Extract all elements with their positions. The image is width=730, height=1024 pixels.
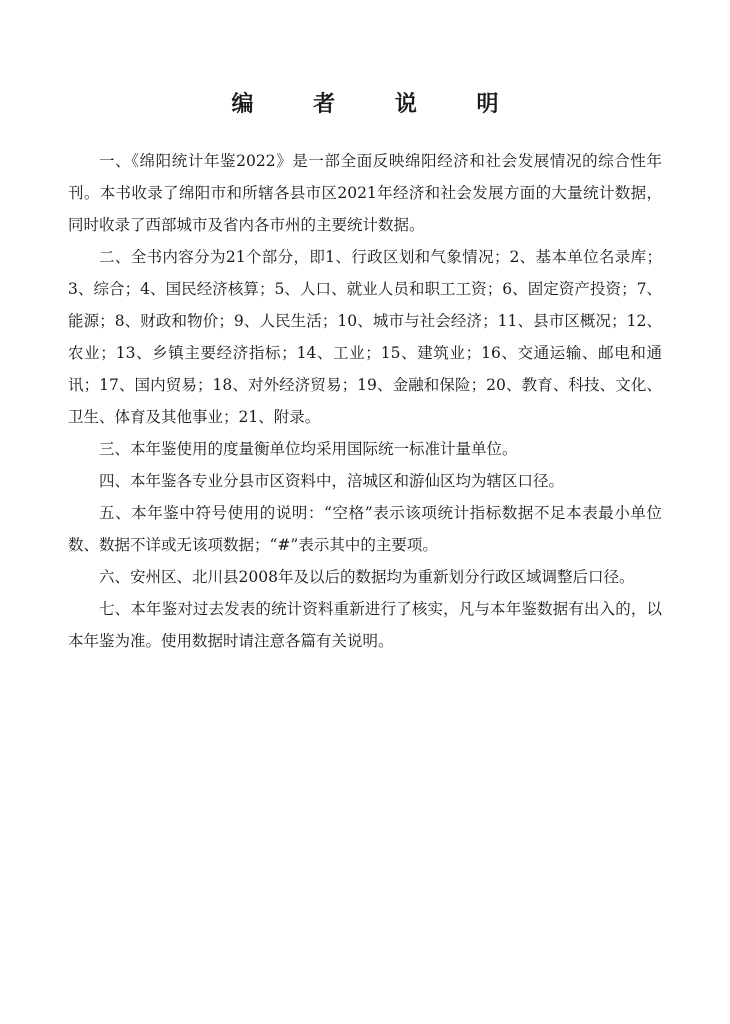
paragraph-2: 二、全书内容分为21个部分，即1、行政区划和气象情况；2、基本单位名录库；3、综合；4、国民经济核算；5、人口、就业人员和职工工资；6、固定资产投资；7、能源；8、财政和物价；9、人民生活；10、城市与社会经济；11、县市区概况；12、农业；13、乡镇主要经济指标；14、工业；15、建筑业；16、交通运输、邮电和通讯；17、国内贸易；18、对外经济贸易；19、金融和保险；20、教育、科技、文化、卫生、体育及其他事业；21、附录。	[68, 248, 662, 426]
paragraph-1: 一、《绵阳统计年鉴2022》是一部全面反映绵阳经济和社会发展情况的综合性年刊。本书收录了绵阳市和所辖各县市区2021年经济和社会发展方面的大量统计数据，同时收录了西部城市及省内各市州的主要统计数据。	[68, 152, 662, 234]
paragraph-4: 四、本年鉴各专业分县市区资料中，涪城区和游仙区均为辖区口径。	[99, 472, 565, 490]
page-title: 编 者 说 明	[231, 91, 525, 117]
document-body	[68, 145, 662, 657]
paragraph-5: 五、本年鉴中符号使用的说明：“空格”表示该项统计指标数据不足本表最小单位数、数据不详或无该项数据；“#”表示其中的主要项。	[68, 504, 662, 554]
paragraph-6: 六、安州区、北川县2008年及以后的数据均为重新划分行政区域调整后口径。	[99, 568, 635, 586]
paragraph-3: 三、本年鉴使用的度量衡单位均采用国际统一标准计量单位。	[99, 440, 518, 458]
paragraph-7: 七、本年鉴对过去发表的统计资料重新进行了核实，凡与本年鉴数据有出入的，以本年鉴为准。使用数据时请注意各篇有关说明。	[68, 600, 662, 650]
